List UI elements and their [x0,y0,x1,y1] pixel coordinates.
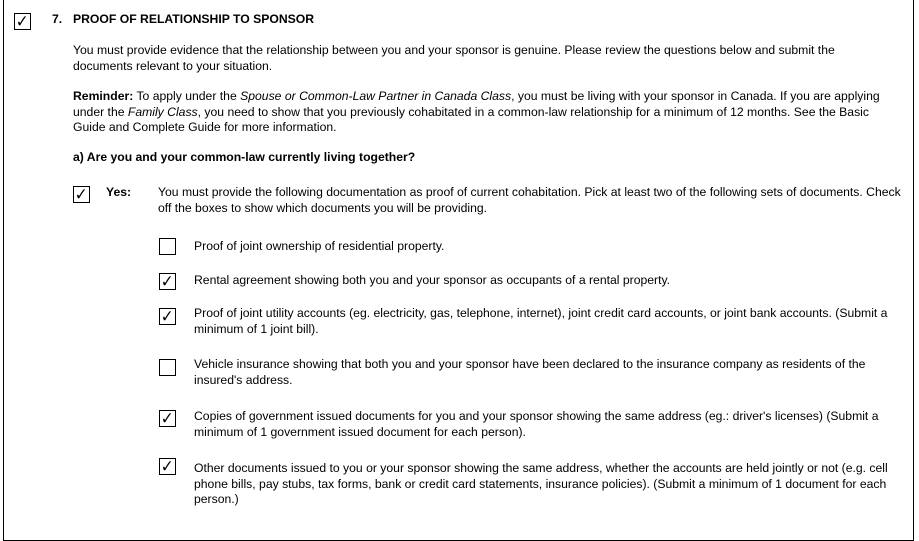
option-joint-ownership-checkbox[interactable] [159,238,176,255]
option-rental-agreement-text: Rental agreement showing both you and your sponsor as occupants of a rental property. [194,273,671,287]
check-icon: ✓ [161,457,174,476]
section-title: PROOF OF RELATIONSHIP TO SPONSOR [73,12,315,26]
option-joint-ownership-text: Proof of joint ownership of residential property. [194,239,445,253]
reminder-text-1: To apply under the [133,89,241,103]
reminder-text-3: , you need to show that you previously cohabitated in a common-law relationship for a minimum of 12 months. See the Basic Guide and Complete Guide for more information. [73,104,869,134]
option-vehicle-insurance-checkbox[interactable] [159,359,176,376]
option-utility-accounts-checkbox[interactable] [159,308,176,325]
question-a-label: a) Are you and your common-law currently living together? [73,150,416,164]
yes-instructions: You must provide the following documentation as proof of current cohabitation. Pick at least two of the following sets of documents. Check off the boxes to show which documents you will be providing. [158,185,901,215]
option-rental-agreement-checkbox[interactable] [159,273,176,290]
check-icon: ✓ [16,12,29,31]
check-icon: ✓ [75,185,88,204]
reminder-paragraph [73,89,883,136]
section-intro: You must provide evidence that the relationship between you and your sponsor is genuine. Please review the questions below and submit the documents relevant to your situation. [73,43,835,73]
yes-checkbox[interactable] [73,186,90,203]
option-other-documents-text: Other documents issued to you or your sponsor showing the same address, whether the accounts are held jointly or not (e.g. cell phone bills, pay stubs, tax forms, bank or credit card statements, insurance policies). (Submit a minimum of 1 document for each person.) [194,461,888,506]
option-utility-accounts-text: Proof of joint utility accounts (eg. electricity, gas, telephone, internet), joint credit card accounts, or joint bank accounts. (Submit a minimum of 1 joint bill). [194,306,888,336]
yes-label: Yes: [106,185,132,199]
option-vehicle-insurance-text: Vehicle insurance showing that both you and your sponsor have been declared to the insurance company as residents of the insured's address. [194,357,866,387]
check-icon: ✓ [161,409,174,428]
section-number: 7. [52,12,63,26]
section-7-checkbox[interactable] [14,13,31,30]
check-icon: ✓ [161,307,174,326]
reminder-text-2: , you must be living with your sponsor in Canada. If you are applying under the [73,89,880,119]
form-section-frame [3,0,914,541]
check-icon: ✓ [161,272,174,291]
reminder-label: Reminder: [73,89,134,103]
option-other-documents-checkbox[interactable] [159,458,176,475]
option-government-documents-text: Copies of government issued documents for you and your sponsor showing the same address (eg.: driver's licenses) (Submit a minimum of 1 government issued document for each person). [194,409,879,439]
option-government-documents-checkbox[interactable] [159,410,176,427]
reminder-class-1: Spouse or Common-Law Partner in Canada Class [240,89,512,103]
reminder-class-2: Family Class [127,104,198,119]
